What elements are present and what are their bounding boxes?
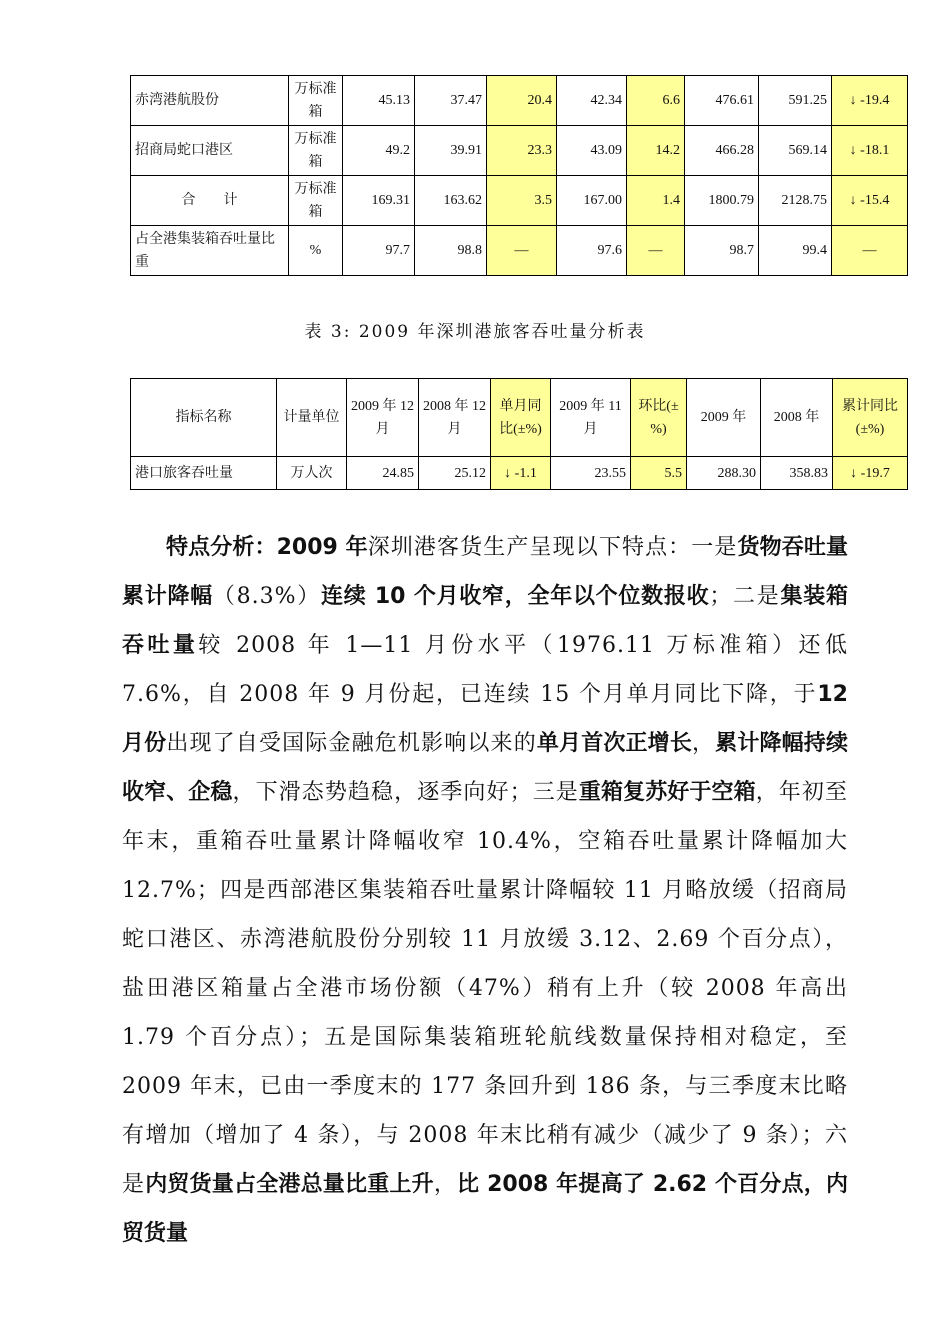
cell: — (832, 226, 908, 276)
bold-text: 单月首次正增长 (536, 731, 692, 756)
bold-text: 2009 年 (276, 535, 368, 560)
cell: — (487, 226, 557, 276)
table-caption: 表 3: 2009 年深圳港旅客吞吐量分析表 (304, 322, 646, 342)
bold-text: 12 月份 (122, 682, 848, 756)
cell: 45.13 (343, 76, 415, 126)
header-cell: 2008 年 12 月 (419, 379, 491, 457)
cell: 569.14 (759, 126, 832, 176)
row-name: 占全港集装箱吞吐量比重 (131, 226, 289, 276)
container-throughput-table (130, 75, 908, 276)
text: ，下滑态势趋稳，逐季向好；三是 (232, 780, 579, 805)
cell: 25.12 (419, 457, 491, 490)
bold-text: 集装箱吞吐量 (122, 584, 848, 658)
cell: ↓ -18.1 (832, 126, 908, 176)
row-unit: 万人次 (277, 457, 347, 490)
cell: 358.83 (761, 457, 833, 490)
bold-text: 内贸货量占全港总量比重上升 (145, 1172, 434, 1197)
bold-text: 累计降幅持续收窄、企稳 (122, 731, 848, 805)
cell: 43.09 (557, 126, 627, 176)
cell: 163.62 (415, 176, 487, 226)
cell: 39.91 (415, 126, 487, 176)
bold-text: 特点分析： (166, 535, 277, 560)
header-cell: 计量单位 (277, 379, 347, 457)
cell: 3.5 (487, 176, 557, 226)
cell: 24.85 (347, 457, 419, 490)
header-cell: 单月同比(±%) (491, 379, 551, 457)
header-cell: 2009 年 (687, 379, 761, 457)
cell: 97.6 (557, 226, 627, 276)
cell: 5.5 (631, 457, 687, 490)
cell: 1800.79 (685, 176, 759, 226)
row-name: 赤湾港航股份 (131, 76, 289, 126)
row-unit: % (289, 226, 343, 276)
text: 深圳港客货生产呈现以下特点：一是 (367, 535, 738, 560)
header-cell: 2008 年 (761, 379, 833, 457)
passenger-throughput-table (130, 378, 908, 490)
header-cell: 指标名称 (131, 379, 277, 457)
bold-text: 连续 10 个月收窄，全年以个位数报收 (321, 584, 710, 609)
table-row (131, 76, 908, 126)
cell: 476.61 (685, 76, 759, 126)
cell: 99.4 (759, 226, 832, 276)
row-unit: 万标准箱 (289, 126, 343, 176)
text: 出现了自受国际金融危机影响以来的 (166, 731, 537, 756)
header-cell: 环比(±%) (631, 379, 687, 457)
bold-text: 重箱复苏好于空箱 (578, 780, 756, 805)
cell: ↓ -15.4 (832, 176, 908, 226)
cell: 14.2 (627, 126, 685, 176)
cell: 23.3 (487, 126, 557, 176)
cell: 20.4 (487, 76, 557, 126)
cell: 169.31 (343, 176, 415, 226)
text: ，年初至年末，重箱吞吐量累计降幅收窄 10.4%，空箱吞吐量累计降幅加大 12.7%；四是西部港区集装箱吞吐量累计降幅较 11 月略放缓（招商局蛇口港区、赤湾港航股份分别较 11 月放缓 3.12、2.69 个百分点），盐田港区箱量占全港市场份额（47%）稍有上升（较 2008 年高出 1.79 个百分点）；五是国际集装箱班轮航线数量保持相对稳定，至 2009 年末，已由一季度末的 177 条回升到 186 条，与三季度末比略有增加（增加了 4 条），与 2008 年末比稍有减少（减少了 9 条）；六是 (122, 780, 848, 1197)
table-row (131, 176, 908, 226)
cell: 1.4 (627, 176, 685, 226)
header-cell: 2009 年 12 月 (347, 379, 419, 457)
table-header-row (131, 379, 908, 457)
bold-text: 比 2008 年提高了 2.62 个百分点，内贸货量 (122, 1172, 848, 1246)
cell: 466.28 (685, 126, 759, 176)
text: ；二是 (709, 584, 781, 609)
cell: 23.55 (551, 457, 631, 490)
cell: — (627, 226, 685, 276)
cell: 97.7 (343, 226, 415, 276)
cell: ↓ -1.1 (491, 457, 551, 490)
cell: 98.8 (415, 226, 487, 276)
cell: 167.00 (557, 176, 627, 226)
header-cell: 累计同比(±%) (833, 379, 908, 457)
row-name: 港口旅客吞吐量 (131, 457, 277, 490)
table-row (131, 126, 908, 176)
cell: 49.2 (343, 126, 415, 176)
cell: 2128.75 (759, 176, 832, 226)
cell: 98.7 (685, 226, 759, 276)
header-cell: 2009 年 11 月 (551, 379, 631, 457)
text: （8.3%） (212, 584, 321, 609)
row-unit: 万标准箱 (289, 76, 343, 126)
row-name: 合 计 (131, 176, 289, 226)
cell: ↓ -19.7 (833, 457, 908, 490)
row-name: 招商局蛇口港区 (131, 126, 289, 176)
text: 较 2008 年 1—11 月份水平（1976.11 万标准箱）还低 7.6%，自 2008 年 9 月份起，已连续 15 个月单月同比下降，于 (122, 633, 848, 707)
table-row (131, 457, 908, 490)
cell: 591.25 (759, 76, 832, 126)
cell: 288.30 (687, 457, 761, 490)
cell: 37.47 (415, 76, 487, 126)
cell: 6.6 (627, 76, 685, 126)
cell: ↓ -19.4 (832, 76, 908, 126)
text: ， (433, 1172, 458, 1197)
row-unit: 万标准箱 (289, 176, 343, 226)
table-row (131, 226, 908, 276)
text: ， (692, 731, 716, 756)
cell: 42.34 (557, 76, 627, 126)
analysis-paragraph (122, 523, 848, 1258)
bold-text: 货物吞吐量累计降幅 (122, 535, 848, 609)
